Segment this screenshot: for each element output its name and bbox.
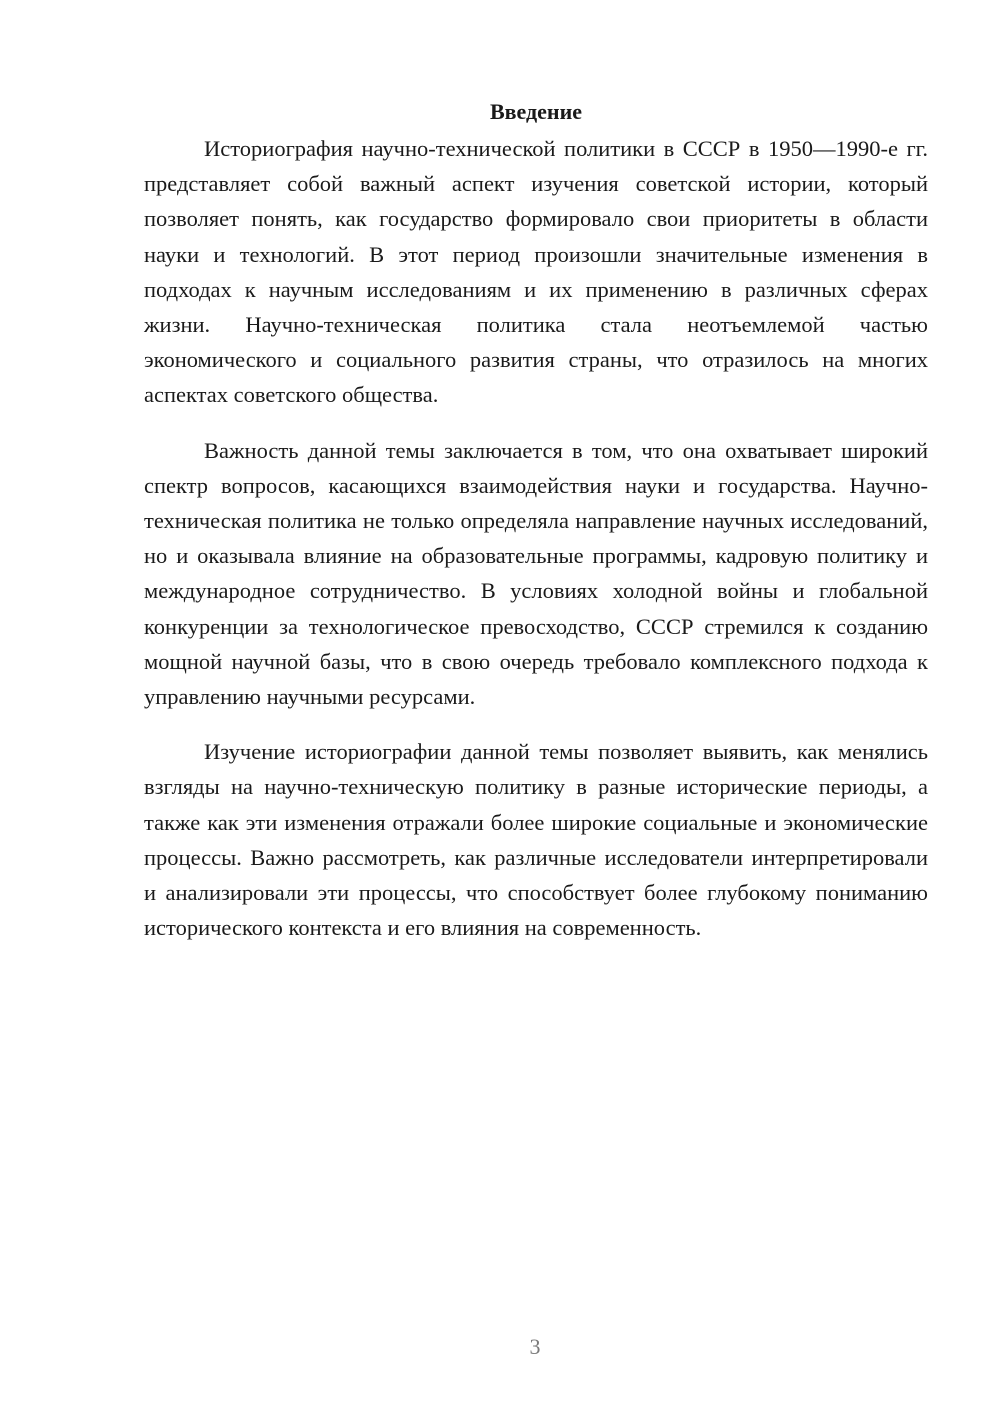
page-content [144,94,928,945]
section-title: Введение [489,99,583,124]
paragraph-1: Историография научно-технической политики в СССР в 1950—1990-е гг. представляет собой важный аспект изучения советской истории, который позволяет понять, как государство формировало свои приоритеты в области науки и технологий. В этот период произошли значительные изменения в подходах к научным исследованиям и их применению в различных сферах жизни. Научно-техническая политика стала неотъемлемой частью экономического и социального развития страны, что отразилось на многих аспектах советского общества. [144,136,928,408]
paragraph-2: Важность данной темы заключается в том, что она охватывает широкий спектр вопросов, касающихся взаимодействия науки и государства. Научно-техническая политика не только определяла направление научных исследований, но и оказывала влияние на образовательные программы, кадровую политику и международное сотрудничество. В условиях холодной войны и глобальной конкуренции за технологическое превосходство, СССР стремился к созданию мощной научной базы, что в свою очередь требовало комплексного подхода к управлению научными ресурсами. [144,437,928,710]
page-number: 3 [529,1334,541,1359]
paragraph-3: Изучение историографии данной темы позволяет выявить, как менялись взгляды на научно-техническую политику в разные исторические периоды, а также как эти изменения отражали более широкие социальные и экономические процессы. Важно рассмотреть, как различные исследователи интерпретировали и анализировали эти процессы, что способствует более глубокому пониманию исторического контекста и его влияния на современность. [144,739,928,941]
